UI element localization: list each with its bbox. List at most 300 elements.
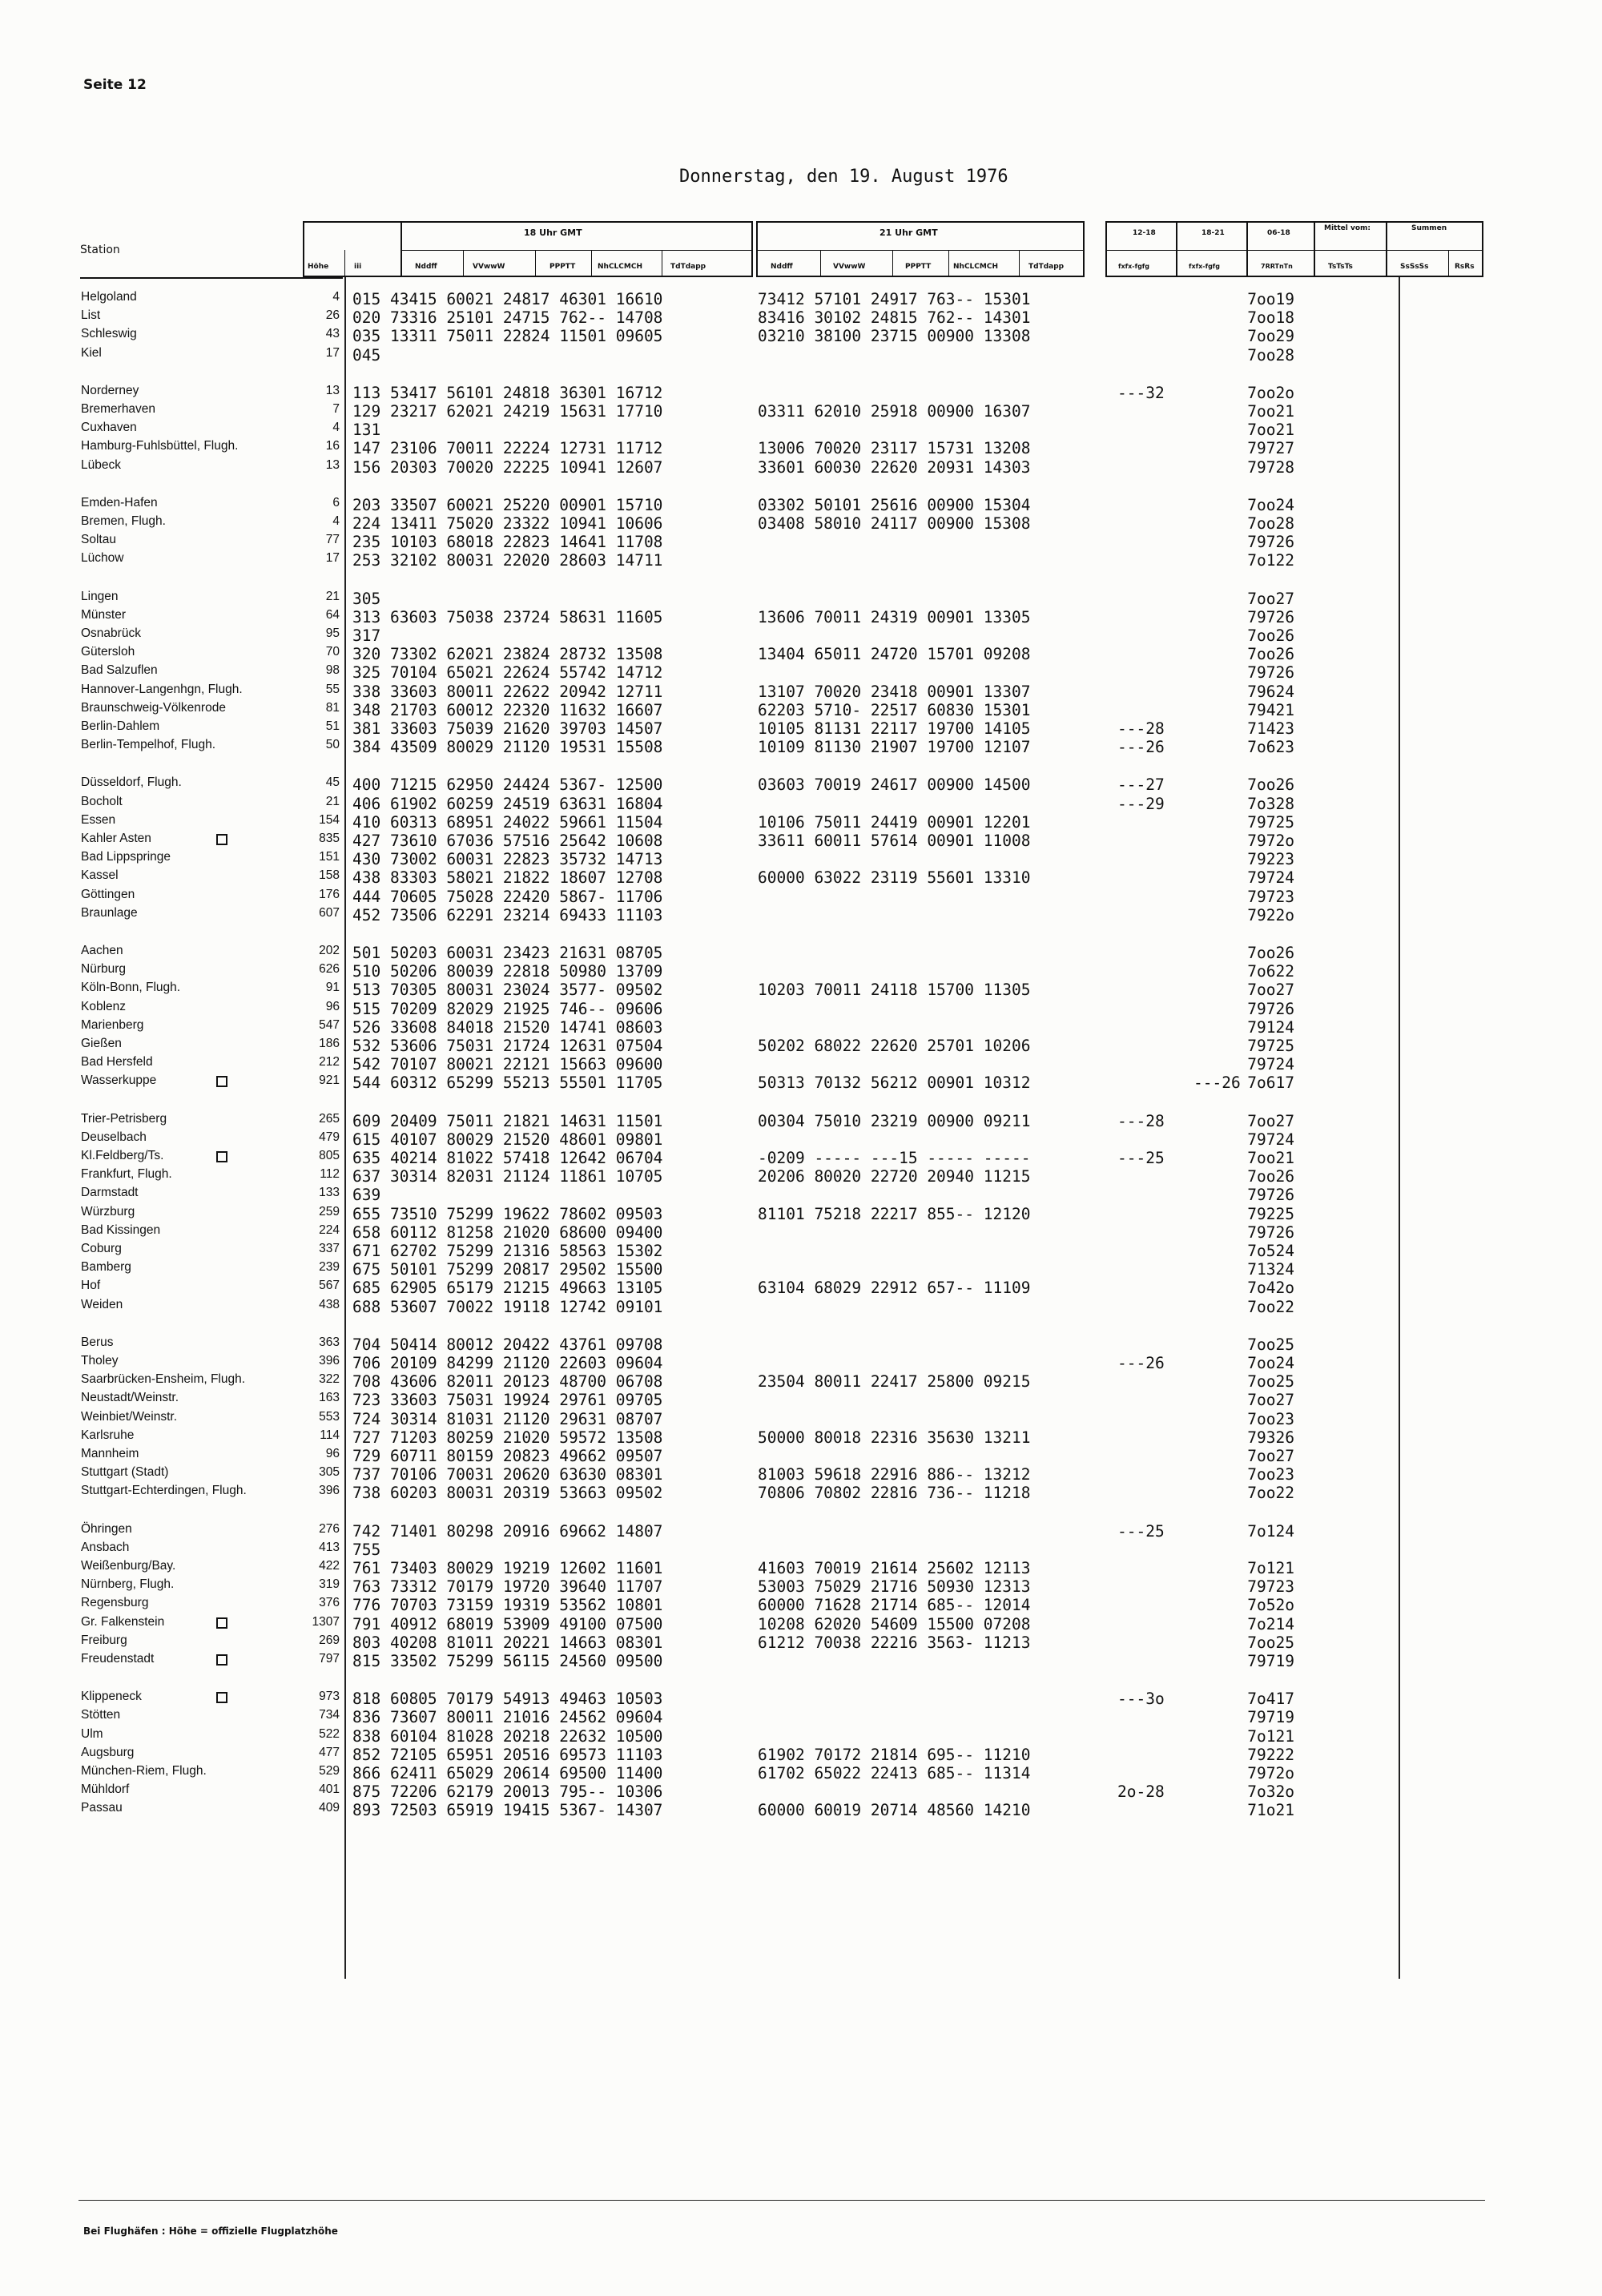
- header-summen-sub-1: SsSsSs: [1400, 263, 1429, 271]
- header-divider: [1176, 221, 1177, 277]
- open-square-icon: [216, 1654, 227, 1666]
- mean-value: 7oo26: [1247, 645, 1294, 664]
- header-divider: [948, 250, 949, 277]
- mean-value: 7o124: [1247, 1521, 1294, 1541]
- mean-value: 7o328: [1247, 794, 1294, 813]
- station-name: Bad Kissingen: [81, 1223, 161, 1237]
- table-row: [0, 327, 1602, 345]
- station-height: 337: [319, 1242, 340, 1255]
- station-height: 64: [325, 607, 340, 622]
- obs-21-gmt: 50202 68022 22620 25701 10206: [758, 1037, 1031, 1055]
- extreme-col-1: ---3o: [1117, 1690, 1165, 1709]
- obs-21-gmt: 13606 70011 24319 00901 13305: [758, 607, 1031, 626]
- obs-18-gmt: 338 33603 80011 22622 20942 12711: [352, 682, 663, 701]
- station-height: 547: [319, 1017, 340, 1032]
- table-row: [0, 1690, 1602, 1708]
- station-name: Gütersloh: [81, 645, 135, 659]
- header-21-uhr: 21 Uhr GMT: [879, 228, 938, 238]
- station-name: Kassel: [81, 868, 119, 883]
- mean-value: 7oo27: [1247, 1391, 1294, 1410]
- station-height: 77: [325, 533, 340, 547]
- obs-21-gmt: 03408 58010 24117 00900 15308: [758, 514, 1031, 533]
- station-name: Göttingen: [81, 887, 135, 901]
- mean-value: 7o32o: [1247, 1782, 1294, 1802]
- mean-value: 7oo27: [1247, 1111, 1294, 1130]
- obs-21-gmt: 81101 75218 22217 855-- 12120: [758, 1204, 1031, 1223]
- mean-value: 7oo27: [1247, 589, 1294, 608]
- header-rule: [1105, 250, 1482, 251]
- extreme-col-1: ---26: [1117, 738, 1165, 757]
- mean-value: 7oo28: [1247, 345, 1294, 365]
- table-row: [0, 1279, 1602, 1297]
- table-row: [0, 1354, 1602, 1372]
- station-height: 567: [319, 1279, 340, 1293]
- station-height: 1307: [312, 1614, 340, 1629]
- station-name: Weißenburg/Bay.: [81, 1559, 176, 1573]
- mean-value: 7oo25: [1247, 1335, 1294, 1354]
- header-iii: iii: [354, 263, 362, 271]
- mean-value: 79222: [1247, 1745, 1294, 1764]
- table-row: [0, 439, 1602, 457]
- header-divider: [751, 221, 753, 277]
- station-name: List: [81, 308, 101, 323]
- table-row: [0, 1000, 1602, 1018]
- table-row: [0, 626, 1602, 645]
- mean-value: 71324: [1247, 1260, 1294, 1279]
- open-square-icon: [216, 1617, 227, 1629]
- station-height: 305: [319, 1465, 340, 1480]
- table-row: [0, 1018, 1602, 1037]
- station-name: Augsburg: [81, 1745, 135, 1759]
- station-name: Nürnberg, Flugh.: [81, 1577, 175, 1592]
- station-height: 921: [319, 1073, 340, 1088]
- header-rule: [400, 250, 751, 251]
- open-square-icon: [216, 1076, 227, 1087]
- table-row: [0, 1596, 1602, 1614]
- obs-21-gmt: -0209 ----- ---15 ----- -----: [758, 1149, 1031, 1167]
- header-divider: [1448, 250, 1449, 277]
- table-row: [0, 701, 1602, 719]
- station-height: 438: [319, 1297, 340, 1311]
- table-row: [0, 1615, 1602, 1633]
- station-name: Darmstadt: [81, 1186, 139, 1200]
- station-height: 16: [325, 439, 340, 453]
- station-height: 269: [319, 1633, 340, 1647]
- obs-18-gmt: 235 10103 68018 22823 14641 11708: [352, 533, 663, 552]
- station-height: 422: [319, 1559, 340, 1573]
- extreme-col-1: ---32: [1117, 383, 1165, 402]
- station-name: Kiel: [81, 345, 102, 360]
- mean-value: 7o52o: [1247, 1596, 1294, 1615]
- mean-value: 79724: [1247, 868, 1294, 888]
- extreme-col-1: ---25: [1117, 1149, 1165, 1167]
- extreme-col-2: ---26: [1193, 1073, 1241, 1093]
- obs-21-gmt: 50313 70132 56212 00901 10312: [758, 1073, 1031, 1093]
- obs-21-gmt: 73412 57101 24917 763-- 15301: [758, 290, 1031, 308]
- obs-18-gmt: 129 23217 62021 24219 15631 17710: [352, 402, 663, 421]
- station-name: Bad Hersfeld: [81, 1055, 153, 1069]
- table-row: [0, 1112, 1602, 1130]
- header-divider: [1314, 221, 1315, 277]
- obs-18-gmt: 410 60313 68951 24022 59661 11504: [352, 812, 663, 832]
- station-height: 51: [325, 719, 340, 733]
- footnote: Bei Flughäfen : Höhe = offizielle Flugplatzhöhe: [83, 2226, 338, 2237]
- table-row: [0, 1037, 1602, 1055]
- mean-value: 79725: [1247, 1037, 1294, 1055]
- station-height: 13: [325, 457, 340, 472]
- obs-21-gmt: 53003 75029 21716 50930 12313: [758, 1577, 1031, 1597]
- station-height: 396: [319, 1484, 340, 1498]
- extreme-col-1: 2o-28: [1117, 1782, 1165, 1802]
- header-rule: [303, 221, 751, 223]
- header-18-col-5: TdTdapp: [670, 263, 706, 271]
- mean-value: 79421: [1247, 700, 1294, 719]
- station-height: 163: [319, 1391, 340, 1405]
- mean-value: 7o617: [1247, 1073, 1294, 1093]
- table-row: [0, 888, 1602, 906]
- table-row: [0, 458, 1602, 477]
- station-height: 239: [319, 1260, 340, 1275]
- table-row: [0, 1577, 1602, 1596]
- table-row: [0, 981, 1602, 999]
- obs-21-gmt: 60000 60019 20714 48560 14210: [758, 1801, 1031, 1820]
- table-row: [0, 290, 1602, 308]
- header-period-3-sub: 7RRTnTn: [1261, 263, 1293, 270]
- mean-value: 7o121: [1247, 1726, 1294, 1746]
- obs-18-gmt: 727 71203 80259 21020 59572 13508: [352, 1428, 663, 1447]
- obs-18-gmt: 737 70106 70031 20620 63630 08301: [352, 1465, 663, 1484]
- obs-21-gmt: 03311 62010 25918 00900 16307: [758, 402, 1031, 421]
- obs-18-gmt: 427 73610 67036 57516 25642 10608: [352, 832, 663, 850]
- obs-18-gmt: 639: [352, 1186, 381, 1205]
- mean-value: 79725: [1247, 812, 1294, 832]
- mean-value: 7o623: [1247, 738, 1294, 757]
- obs-18-gmt: 776 70703 73159 19319 53562 10801: [352, 1596, 663, 1615]
- extreme-col-1: ---25: [1117, 1521, 1165, 1541]
- extreme-col-1: ---28: [1117, 719, 1165, 738]
- obs-18-gmt: 738 60203 80031 20319 53663 09502: [352, 1484, 663, 1503]
- station-height: 4: [332, 514, 340, 528]
- open-square-icon: [216, 1692, 227, 1703]
- mean-value: 79624: [1247, 682, 1294, 701]
- obs-18-gmt: 723 33603 75031 19924 29761 09705: [352, 1391, 663, 1410]
- table-row: [0, 1149, 1602, 1167]
- station-name: Regensburg: [81, 1596, 149, 1610]
- obs-18-gmt: 203 33507 60021 25220 00901 15710: [352, 495, 663, 514]
- mean-value: 79726: [1247, 607, 1294, 626]
- station-height: 477: [319, 1745, 340, 1759]
- station-height: 133: [319, 1186, 340, 1200]
- mean-value: 7oo27: [1247, 1447, 1294, 1465]
- mean-value: 7oo22: [1247, 1297, 1294, 1316]
- obs-18-gmt: 637 30314 82031 21124 11861 10705: [352, 1167, 663, 1186]
- obs-18-gmt: 430 73002 60031 22823 35732 14713: [352, 850, 663, 869]
- obs-21-gmt: 63104 68029 22912 657-- 11109: [758, 1279, 1031, 1298]
- mean-value: 7o417: [1247, 1690, 1294, 1709]
- header-period-1: 12-18: [1133, 229, 1156, 237]
- obs-21-gmt: 60000 63022 23119 55601 13310: [758, 868, 1031, 888]
- station-height: 45: [325, 775, 340, 790]
- table-row: [0, 1708, 1602, 1726]
- mean-value: 7oo24: [1247, 495, 1294, 514]
- table-row: [0, 906, 1602, 924]
- table-row: [0, 663, 1602, 682]
- extreme-col-1: ---28: [1117, 1111, 1165, 1130]
- header-divider: [1246, 221, 1248, 277]
- table-row: [0, 1727, 1602, 1746]
- header-rule: [80, 277, 343, 279]
- obs-18-gmt: 452 73506 62291 23214 69433 11103: [352, 905, 663, 924]
- obs-18-gmt: 755: [352, 1540, 381, 1559]
- table-row: [0, 1447, 1602, 1465]
- station-name: Helgoland: [81, 290, 137, 304]
- mean-value: 7o121: [1247, 1559, 1294, 1577]
- mean-value: 7oo18: [1247, 308, 1294, 328]
- station-name: Bad Lippspringe: [81, 850, 171, 864]
- table-row: [0, 813, 1602, 832]
- header-rule: [303, 276, 751, 277]
- obs-18-gmt: 742 71401 80298 20916 69662 14807: [352, 1521, 663, 1541]
- station-name: Düsseldorf, Flugh.: [81, 775, 182, 790]
- station-name: Mühldorf: [81, 1782, 130, 1797]
- table-row: [0, 533, 1602, 551]
- obs-18-gmt: 761 73403 80029 19219 12602 11601: [352, 1559, 663, 1577]
- table-row: [0, 1298, 1602, 1316]
- obs-18-gmt: 400 71215 62950 24424 5367- 12500: [352, 775, 663, 795]
- station-height: 112: [320, 1167, 340, 1182]
- station-height: 158: [319, 868, 340, 883]
- station-name: Hannover-Langenhgn, Flugh.: [81, 682, 243, 696]
- footer-rule: [78, 2200, 1485, 2201]
- station-height: 409: [319, 1801, 340, 1815]
- mean-value: 79724: [1247, 1130, 1294, 1149]
- table-row: [0, 346, 1602, 365]
- mean-value: 79719: [1247, 1708, 1294, 1727]
- station-height: 212: [319, 1055, 340, 1069]
- header-rule: [756, 250, 1083, 251]
- table-row: [0, 719, 1602, 738]
- obs-18-gmt: 305: [352, 589, 381, 608]
- table-row: [0, 1801, 1602, 1819]
- station-name: Bad Salzuflen: [81, 663, 158, 678]
- station-height: 479: [319, 1130, 340, 1144]
- obs-21-gmt: 13006 70020 23117 15731 13208: [758, 439, 1031, 458]
- station-name: Coburg: [81, 1242, 122, 1255]
- header-divider: [892, 250, 893, 277]
- mean-value: 7o524: [1247, 1242, 1294, 1260]
- header-station: Station: [80, 244, 120, 256]
- header-rule: [1105, 276, 1482, 277]
- obs-18-gmt: 384 43509 80029 21120 19531 15508: [352, 738, 663, 757]
- page-number: Seite 12: [83, 77, 147, 93]
- station-name: Berlin-Dahlem: [81, 719, 160, 733]
- obs-21-gmt: 33601 60030 22620 20931 14303: [758, 457, 1031, 477]
- header-18-col-1: Nddff: [415, 263, 437, 271]
- mean-value: 79726: [1247, 1186, 1294, 1205]
- obs-18-gmt: 609 20409 75011 21821 14631 11501: [352, 1111, 663, 1130]
- station-name: Münster: [81, 607, 126, 622]
- obs-21-gmt: 70806 70802 22816 736-- 11218: [758, 1484, 1031, 1503]
- header-divider: [303, 221, 304, 277]
- obs-21-gmt: 03210 38100 23715 00900 13308: [758, 327, 1031, 346]
- obs-18-gmt: 045: [352, 345, 381, 365]
- obs-18-gmt: 706 20109 84299 21120 22603 09604: [352, 1354, 663, 1372]
- mean-value: 7oo26: [1247, 626, 1294, 645]
- mean-value: 79726: [1247, 999, 1294, 1018]
- station-height: 805: [319, 1149, 340, 1162]
- header-summen: Summen: [1411, 224, 1447, 232]
- table-row: [0, 1242, 1602, 1260]
- obs-18-gmt: 253 32102 80031 22020 28603 14711: [352, 551, 663, 570]
- table-row: [0, 308, 1602, 327]
- obs-18-gmt: 438 83303 58021 21822 18607 12708: [352, 868, 663, 888]
- station-name: Stuttgart-Echterdingen, Flugh.: [81, 1484, 247, 1498]
- obs-18-gmt: 866 62411 65029 20614 69500 11400: [352, 1764, 663, 1782]
- station-name: Berus: [81, 1335, 114, 1349]
- obs-18-gmt: 444 70605 75028 22420 5867- 11706: [352, 887, 663, 906]
- table-row: [0, 944, 1602, 962]
- obs-18-gmt: 852 72105 65951 20516 69573 11103: [352, 1745, 663, 1764]
- obs-21-gmt: 50000 80018 22316 35630 13211: [758, 1428, 1031, 1447]
- station-height: 202: [319, 944, 340, 957]
- obs-18-gmt: 406 61902 60259 24519 63631 16804: [352, 794, 663, 813]
- table-row: [0, 1522, 1602, 1541]
- table-row: [0, 551, 1602, 570]
- obs-18-gmt: 875 72206 62179 20013 795-- 10306: [352, 1782, 663, 1802]
- mean-value: 79728: [1247, 457, 1294, 477]
- obs-18-gmt: 704 50414 80012 20422 43761 09708: [352, 1335, 663, 1354]
- header-divider: [344, 250, 345, 277]
- station-height: 95: [325, 626, 340, 640]
- obs-21-gmt: 81003 59618 22916 886-- 13212: [758, 1465, 1031, 1484]
- mean-value: 79726: [1247, 533, 1294, 552]
- extreme-col-1: ---26: [1117, 1354, 1165, 1372]
- header-rule: [1105, 221, 1482, 223]
- station-name: Soltau: [81, 533, 116, 547]
- obs-18-gmt: 542 70107 80021 22121 15663 09600: [352, 1055, 663, 1074]
- mean-value: 7oo26: [1247, 944, 1294, 962]
- station-name: Freudenstadt: [81, 1652, 155, 1666]
- mean-value: 7oo22: [1247, 1484, 1294, 1503]
- obs-21-gmt: 10106 75011 24419 00901 12201: [758, 812, 1031, 832]
- station-name: Karlsruhe: [81, 1428, 135, 1442]
- table-row: [0, 1764, 1602, 1782]
- station-name: Aachen: [81, 944, 123, 957]
- station-height: 176: [319, 887, 340, 901]
- header-period-1-sub: fxfx-fgfg: [1118, 263, 1150, 270]
- obs-18-gmt: 526 33608 84018 21520 14741 08603: [352, 1017, 663, 1037]
- mean-value: 7oo29: [1247, 327, 1294, 346]
- obs-18-gmt: 510 50206 80039 22818 50980 13709: [352, 962, 663, 981]
- table-row: [0, 1186, 1602, 1204]
- obs-18-gmt: 325 70104 65021 22624 55742 14712: [352, 663, 663, 683]
- header-hoehe: Höhe: [308, 263, 329, 271]
- station-name: Tholey: [81, 1354, 119, 1368]
- mean-value: 79726: [1247, 663, 1294, 683]
- station-name: Klippeneck: [81, 1690, 142, 1704]
- station-height: 835: [319, 832, 340, 845]
- obs-18-gmt: 544 60312 65299 55213 55501 11705: [352, 1073, 663, 1093]
- obs-18-gmt: 147 23106 70011 22224 12731 11712: [352, 439, 663, 458]
- obs-21-gmt: 61702 65022 22413 685-- 11314: [758, 1764, 1031, 1782]
- mean-value: 7o622: [1247, 962, 1294, 981]
- mean-value: 79727: [1247, 439, 1294, 458]
- station-name: Hamburg-Fuhlsbüttel, Flugh.: [81, 439, 239, 453]
- table-row: [0, 1167, 1602, 1186]
- obs-18-gmt: 348 21703 60012 22320 11632 16607: [352, 700, 663, 719]
- station-height: 376: [319, 1596, 340, 1610]
- table-row: [0, 775, 1602, 794]
- station-height: 319: [319, 1577, 340, 1592]
- table-row: [0, 1652, 1602, 1670]
- header-21-col-4: NhCLCMCH: [953, 263, 998, 271]
- station-name: Berlin-Tempelhof, Flugh.: [81, 738, 215, 752]
- mean-value: 7oo23: [1247, 1409, 1294, 1428]
- station-height: 276: [319, 1521, 340, 1536]
- obs-18-gmt: 791 40912 68019 53909 49100 07500: [352, 1614, 663, 1633]
- obs-18-gmt: 156 20303 70020 22225 10941 12607: [352, 457, 663, 477]
- station-height: 6: [332, 495, 340, 510]
- table-row: [0, 1559, 1602, 1577]
- obs-21-gmt: 33611 60011 57614 00901 11008: [758, 832, 1031, 850]
- header-divider: [1019, 250, 1020, 277]
- table-row: [0, 590, 1602, 608]
- station-name: Koblenz: [81, 999, 127, 1013]
- mean-value: 71423: [1247, 719, 1294, 738]
- table-row: [0, 1391, 1602, 1409]
- station-height: 401: [319, 1782, 340, 1797]
- station-height: 363: [319, 1335, 340, 1349]
- mean-value: 7oo26: [1247, 1167, 1294, 1186]
- station-height: 322: [319, 1372, 340, 1387]
- station-name: Braunschweig-Völkenrode: [81, 700, 226, 715]
- obs-18-gmt: 113 53417 56101 24818 36301 16712: [352, 383, 663, 402]
- table-row: [0, 683, 1602, 701]
- station-name: Essen: [81, 812, 116, 827]
- table-row: [0, 1223, 1602, 1242]
- table-row: [0, 496, 1602, 514]
- station-height: 96: [325, 1447, 340, 1460]
- station-height: 4: [332, 421, 340, 435]
- station-height: 17: [325, 345, 340, 360]
- station-name: Freiburg: [81, 1633, 127, 1647]
- mean-value: 7oo2o: [1247, 383, 1294, 402]
- station-height: 21: [325, 589, 340, 603]
- station-height: 154: [319, 812, 340, 827]
- obs-18-gmt: 729 60711 80159 20823 49662 09507: [352, 1447, 663, 1465]
- station-height: 607: [319, 905, 340, 920]
- obs-21-gmt: 03603 70019 24617 00900 14500: [758, 775, 1031, 795]
- station-name: Weinbiet/Weinstr.: [81, 1409, 178, 1424]
- station-name: Trier-Petrisberg: [81, 1111, 167, 1126]
- station-name: Stuttgart (Stadt): [81, 1465, 169, 1480]
- table-row: [0, 738, 1602, 756]
- mean-value: 7oo28: [1247, 514, 1294, 533]
- station-name: Deuselbach: [81, 1130, 147, 1144]
- table-row: [0, 850, 1602, 868]
- mean-value: 79724: [1247, 1055, 1294, 1074]
- table-row: [0, 645, 1602, 663]
- obs-21-gmt: 00304 75010 23219 00900 09211: [758, 1111, 1031, 1130]
- station-name: Würzburg: [81, 1204, 135, 1218]
- station-height: 626: [319, 962, 340, 977]
- mean-value: 79326: [1247, 1428, 1294, 1447]
- header-mittel-sub: TsTsTs: [1328, 263, 1353, 271]
- obs-18-gmt: 655 73510 75299 19622 78602 09503: [352, 1204, 663, 1223]
- obs-18-gmt: 635 40214 81022 57418 12642 06704: [352, 1149, 663, 1167]
- obs-21-gmt: 60000 71628 21714 685-- 12014: [758, 1596, 1031, 1615]
- table-row: [0, 795, 1602, 813]
